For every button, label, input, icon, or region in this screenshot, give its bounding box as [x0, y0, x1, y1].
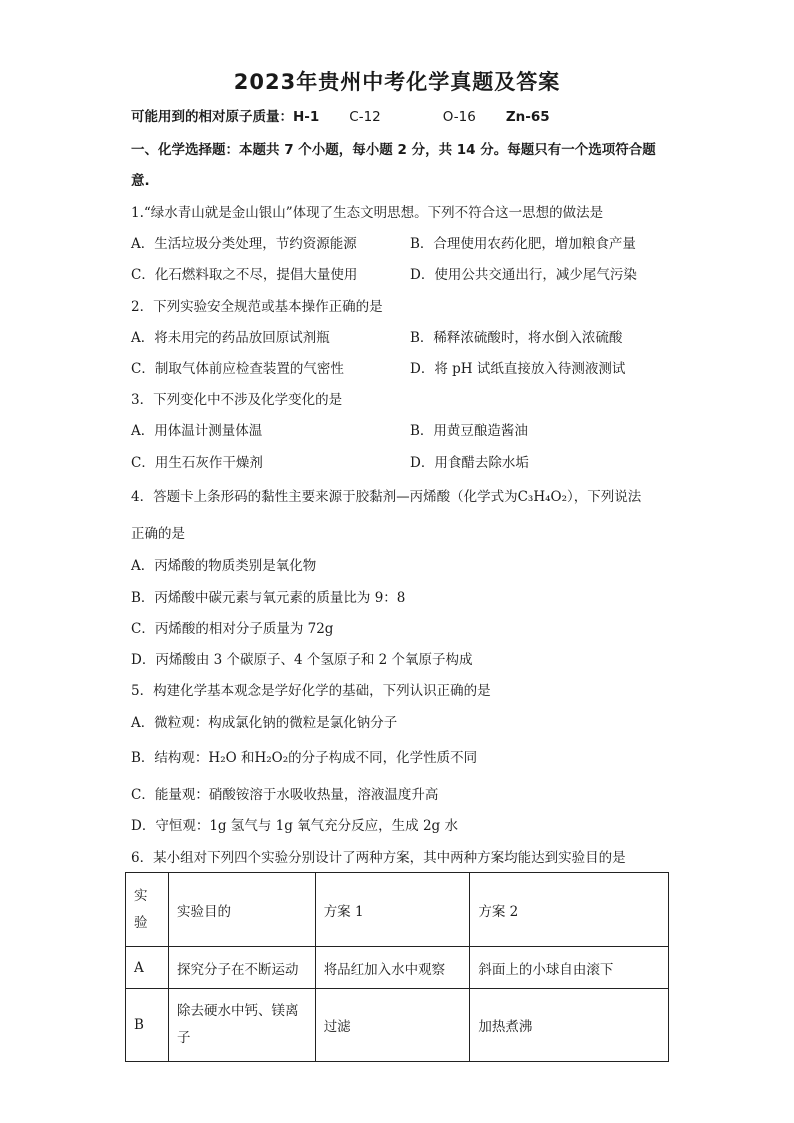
formula-hydrogen-peroxide: H₂O₂ — [254, 750, 289, 766]
question-1-option-a: A．生活垃圾分类处理，节约资源能源 — [131, 236, 357, 252]
question-5-option-a: A．微粒观：构成氯化钠的微粒是氯化钠分子 — [131, 715, 398, 731]
question-4-stem — [131, 488, 641, 506]
question-5-option-b-and: 和 — [236, 750, 255, 766]
table-header-row — [126, 873, 669, 947]
header-cell-purpose: 实验目的 — [168, 873, 315, 947]
question-5-option-b-tail: 的分子构成不同，化学性质不同 — [288, 750, 478, 766]
header-cell-plan-2: 方案 2 — [470, 873, 669, 947]
question-1-option-d: D．使用公共交通出行，减少尾气污染 — [410, 267, 637, 283]
atomic-mass-zn: Zn-65 — [505, 109, 550, 125]
row-purpose: 探究分子在不断运动 — [168, 947, 315, 989]
atomic-mass-label: 可能用到的相对原子质量： — [131, 109, 293, 125]
row-plan-1: 过滤 — [315, 989, 470, 1062]
header-cell-plan-1: 方案 1 — [315, 873, 470, 947]
question-5-option-b — [131, 749, 477, 767]
question-3-option-c: C．用生石灰作干燥剂 — [131, 455, 263, 471]
question-5-option-c: C．能量观：硝酸铵溶于水吸收热量，溶液温度升高 — [131, 787, 439, 803]
row-id: A — [126, 947, 169, 989]
question-4-option-b: B．丙烯酸中碳元素与氧元素的质量比为 9：8 — [131, 590, 406, 606]
table-row — [126, 989, 669, 1062]
question-4-option-a: A．丙烯酸的物质类别是氧化物 — [131, 558, 317, 574]
question-3-option-b: B．用黄豆酿造酱油 — [410, 423, 528, 439]
section-heading-cont: 意. — [131, 173, 150, 189]
atomic-mass-h: H-1 — [293, 109, 320, 125]
question-1-option-c: C．化石燃料取之不尽，提倡大量使用 — [131, 267, 358, 283]
row-purpose — [168, 989, 315, 1062]
formula-acrylic-acid: C₃H₄O₂ — [517, 489, 567, 505]
question-2-option-a: A．将未用完的药品放回原试剂瓶 — [131, 330, 330, 346]
question-5-option-d: D．守恒观：1g 氢气与 1g 氧气充分反应，生成 2g 水 — [131, 818, 458, 834]
header-text: 验 — [134, 914, 148, 931]
question-6-stem: 6．某小组对下列四个实验分别设计了两种方案，其中两种方案均能达到实验目的是 — [131, 850, 626, 866]
question-5-option-b-text: B．结构观： — [131, 750, 209, 766]
question-2-option-c: C．制取气体前应检查装置的气密性 — [131, 361, 344, 377]
page-title: 2023年贵州中考化学真题及答案 — [233, 70, 561, 94]
experiment-table — [125, 872, 669, 1062]
section-heading: 一、化学选择题：本题共 7 个小题，每小题 2 分，共 14 分。每题只有一个选项符合题 — [131, 142, 656, 158]
question-1-option-b: B．合理使用农药化肥，增加粮食产量 — [410, 236, 636, 252]
row-plan-1: 将品红加入水中观察 — [315, 947, 470, 989]
atomic-mass-o: O-16 — [442, 109, 476, 125]
row-plan-2: 加热煮沸 — [470, 989, 669, 1062]
table-row — [126, 947, 669, 989]
row-purpose-line: 除去硬水中钙、镁离 — [176, 1003, 299, 1019]
question-3-stem: 3．下列变化中不涉及化学变化的是 — [131, 392, 343, 408]
question-1-stem: 1.“绿水青山就是金山银山”体现了生态文明思想。下列不符合这一思想的做法是 — [131, 205, 604, 221]
header-cell-experiment — [126, 873, 169, 947]
question-3-option-a: A．用体温计测量体温 — [131, 423, 263, 439]
question-4-stem-cont: 正确的是 — [131, 526, 185, 542]
question-4-option-d: D．丙烯酸由 3 个碳原子、4 个氢原子和 2 个氧原子构成 — [131, 652, 473, 668]
formula-water: H₂O — [208, 750, 237, 766]
question-4-stem-text: 4．答题卡上条形码的黏性主要来源于胶黏剂—丙烯酸（化学式为 — [131, 489, 518, 505]
header-text: 实 — [134, 887, 148, 904]
question-2-stem: 2．下列实验安全规范或基本操作正确的是 — [131, 299, 383, 315]
row-id: B — [126, 989, 169, 1062]
question-3-option-d: D．用食醋去除水垢 — [410, 455, 529, 471]
question-2-option-b: B．稀释浓硫酸时，将水倒入浓硫酸 — [410, 330, 623, 346]
question-4-option-c: C．丙烯酸的相对分子质量为 72g — [131, 621, 334, 637]
question-2-option-d: D．将 pH 试纸直接放入待测液测试 — [410, 361, 626, 377]
atomic-mass-line — [131, 108, 580, 126]
question-4-stem-tail: ），下列说法 — [567, 489, 642, 505]
atomic-mass-c: C-12 — [349, 109, 381, 125]
question-5-stem: 5．构建化学基本观念是学好化学的基础，下列认识正确的是 — [131, 683, 491, 699]
row-purpose-line: 子 — [176, 1030, 191, 1046]
row-plan-2: 斜面上的小球自由滚下 — [470, 947, 669, 989]
